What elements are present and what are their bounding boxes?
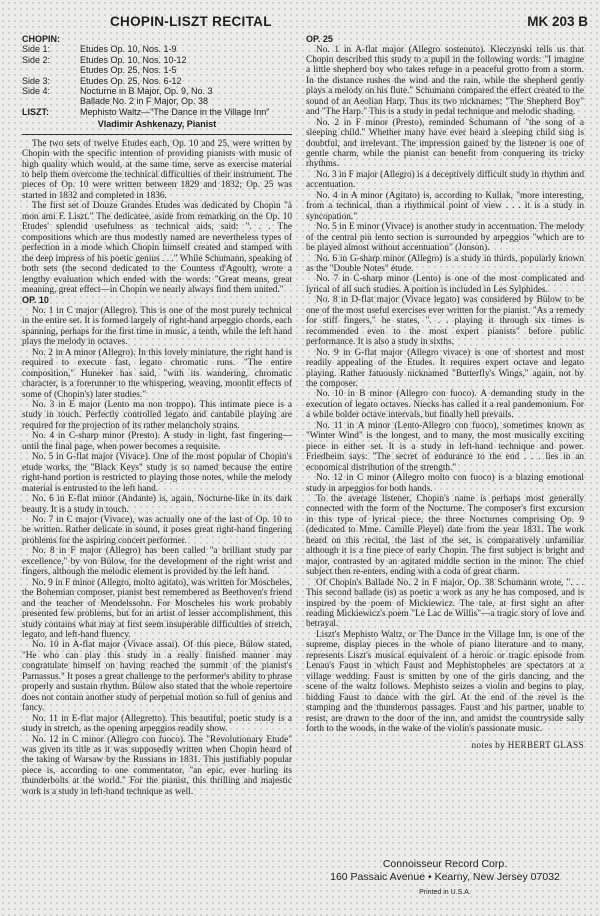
program-listing	[22, 34, 292, 130]
paragraph: To the average listener, Chopin's name is perhaps most generally connected with the form of the Nocturne. The composer's first excursion in this type of lyrical piece, the three Nocturnes comprising Op. 9 (dedicated to Mme. Camille Pleyel) date from the year 1831. The work heard on this recital, the last of the set, is comparatively unfamiliar although it is a fine piece of early Chopin. The first subject is bright and major, contrasted by an agitated middle section in the minor. The chief subject then re-enters, ending with a coda of great charm.	[306, 493, 584, 578]
program-row: Side 4: Nocturne in B Major, Op. 9, No. 3	[22, 86, 213, 97]
paragraph: No. 6 in E-flat minor (Andante) is, again, Nocturne-like in its dark beauty. It is a study in touch.	[22, 494, 292, 515]
program-row: Side 3: Etudes Op. 25, Nos. 6-12	[22, 75, 182, 86]
chopin-label: CHOPIN:	[22, 34, 60, 44]
left-column	[22, 34, 292, 797]
paragraph: No. 2 in A minor (Allegro). In this lovely miniature, the right hand is required to execute fast, legato chromatic runs. "The entire composition," Huneker has said, "with its wandering, chromatic character, is a forerunner to the whispering, weaving, moonlit effects of some of (Chopin's) later studies."	[22, 347, 292, 400]
paragraph: No. 10 in B minor (Allegro con fuoco). A demanding study in the execution of legato octaves. Niecks has called it a real pandemonium. For a while bolder octave intervals, but finally hell prevails.	[306, 389, 584, 421]
publisher-footer	[306, 858, 584, 899]
paragraph: No. 3 in E major (Lento ma non troppo). This intimate piece is a study in touch. Perfectly controlled legato and cantabile playing are required for the projection of its rather melancholy strains.	[22, 400, 292, 431]
paragraph: The first set of Douze Grandes Etudes was dedicated by Chopin "à mon ami F. Liszt." The dedicatee, aside from remarking on the Op. 10 Etudes' splendid usefulness as technical aids, said: ". . . The compositions which are thus modestly named are nevertheless types of perfection in a mode which Chopin himself created and stamped with the deep impress of his poetic genius . . ." While Schumann, speaking of both sets (the second dedicated to the Countess d'Agoult), wrote a lengthy evaluation which ended with the words: "Great means, great meaning, great effect—in Chopin we nearly always find them united."	[22, 201, 292, 295]
paragraph: No. 12 in C minor (Allegro con fuoco). The "Revolutionary Etude" was given its title as it was supposedly written when Chopin heard of the taking of Warsaw by the Russians in 1831. This justifiably popular piece is, according to one commentator, "an epic, ever hurling its thunderbolts at the world." For the pianist, this thrilling and majestic work is a study in left-hand technique as well.	[22, 734, 292, 797]
right-column	[306, 34, 584, 750]
catalog-number: MK 203 B	[527, 14, 588, 29]
paragraph: No. 2 in F minor (Presto), reminded Schumann of "the song of a sleeping child." Whether many have ever heard a sleeping child sing is doubtful, and irrelevant. The impression gained by the listener is one of gentle charm, while the pianist can benefit from conquering its tricky rhythms.	[306, 117, 584, 170]
section-heading-op10: OP. 10	[22, 295, 49, 306]
paragraph: No. 8 in F major (Allegro) has been called "a brilliant study par excellence," by von Bülow, for the development of the right wrist and fingers, although the melodic element is provided by the left hand.	[22, 546, 292, 578]
paragraph: No. 1 in C major (Allegro). This is one of the most purely technical in the entire set. It is formed largely of right-hand arpeggio chords, each spanning, perhaps for the first time in music, a tenth, while the left hand plays the melody in octaves.	[22, 305, 292, 348]
paragraph: No. 5 in G-flat major (Vivace). One of the most popular of Chopin's etude works, the "Black Keys" study is so named because the entire right-hand portion is restricted to playing those notes, while the melody material is entrusted to the left hand.	[22, 452, 292, 494]
company-address: 160 Passaic Avenue • Kearny, New Jersey 07032	[330, 871, 560, 883]
paragraph: No. 7 in C-sharp minor (Lento) is one of the most complicated and lyrical of all such studies. A portion is included in Les Sylphides.	[306, 274, 584, 295]
printed-in: Printed in U.S.A.	[419, 889, 471, 896]
paragraph: No. 9 in F minor (Allegro, molto agitato), was written for Moscheles, the Bohemian composer, pianist best remembered as Beethoven's friend and the teacher of Mendelssohn. For Moscheles his work probably presented few problems, but for an artist of lesser accomplishment, this study contains what may at first seem insuperable difficulties of stretch, legato, and left-hand fluency.	[22, 577, 292, 640]
section-heading-op25: OP. 25	[306, 34, 333, 44]
notes-author: notes by HERBERT GLASS	[471, 740, 584, 751]
divider	[22, 134, 292, 135]
paragraph: No. 3 in F major (Allegro) is a deceptively difficult study in rhythm and accentuation.	[306, 169, 584, 191]
paragraph: No. 9 in G-flat major (Allegro vivace) is one of shortest and most readily appealing of the Etudes. It requires expert octave and legato playing. Rather fatuously nicknamed "Butterfly's Wings," again, not by the composer.	[306, 347, 584, 389]
paragraph: Liszt's Mephisto Waltz, or The Dance in the Village Inn, is one of the supreme, display pieces in the whole of piano literature and to many, represents Liszt's musical equivalent of a heroic or tragic episode from Lenau's Faust in which Faust and Mephistopheles are spectators at a village wedding. Faust is smitten by one of the girls dancing, and the scene of the waltz follows. Mephisto seizes a violin and begins to play, bidding Faust to dance with the girl. At the end of the revel is the stamping and the thunderous passages. Faust and his partner, unable to resist, are drawn to the door of the inn, and amidst the countryside sally forth to the woods, in the wake of the violin's passionate music.	[306, 629, 584, 734]
program-row: Side 1: Etudes Op. 10, Nos. 1-9	[22, 44, 177, 55]
program-row-liszt: LISZT: Mephisto Waltz—"The Dance in the Village Inn"	[22, 106, 270, 117]
program-row: Etudes Op. 25, Nos. 1-5	[80, 65, 177, 76]
paragraph: No. 10 in A-flat major (Vivace assai). Of this piece, Bülow stated, "He who can play this study in a really finished manner may congratulate himself on having reached the summit of the pianist's Parnassus." It poses a great challenge to the performer's ability to phrase properly and sustain rhythm. Bülow also stated that the whole repertoire does not contain another study of perpetual motion so full of genius and fancy.	[22, 640, 292, 714]
paragraph: No. 12 in C minor (Allegro molto con fuoco) is a blazing emotional study in arpeggios for both hands.	[306, 473, 584, 494]
paragraph: No. 6 in G-sharp minor (Allegro) is a study in thirds, popularly known as the "Double Notes" étude.	[306, 253, 584, 275]
paragraph: No. 4 in A minor (Agitato) is, according to Kullak, "more interesting, from a technical, than a rhythmical point of view . . . it is a study in syncopation."	[306, 190, 584, 222]
paragraph: No. 11 in E-flat major (Allegretto). This beautiful, poetic study is a study in stretch, as the opening arpeggios readily show.	[22, 713, 292, 735]
page-title: CHOPIN-LISZT RECITAL	[110, 14, 272, 29]
paragraph: Of Chopin's Ballade No. 2 in F major, Op. 38 Schumann wrote, ". . . This second ballade (is) as poetic a work as any he has composed, and is inspired by the poem of Mickiewicz. The tale, at first sight an after reading Mickiewicz's poem "Le Lac de Willis"—a tragic story of love and betrayal.	[306, 577, 584, 630]
paragraph: No. 7 in C major (Vivace), was actually one of the last of Op. 10 to be written. Rather delicate in sound, it poses great right-hand fingering problems for the aspiring concert performer.	[22, 515, 292, 546]
paragraph: The two sets of twelve Etudes each, Op. 10 and 25, were written by Chopin with the specific intention of providing pianists with music of high quality which would, at the same time, serve as exercise material to help them overcome the technical difficulties of their instrument. The pieces of Op. 10 were written between 1829 and 1832; Op. 25 was started in 1832 and completed in 1836.	[22, 138, 292, 201]
pianist-credit: Vladimir Ashkenazy, Pianist	[97, 119, 217, 130]
paragraph: No. 5 in E minor (Vivace) is another study in accentuation. The melody of the central più lento section is surrounded by arpeggios "which are to be played almost without accentuation" (Jonson).	[306, 222, 584, 254]
company-name: Connoisseur Record Corp.	[382, 858, 508, 870]
paragraph: No. 1 in A-flat major (Allegro sostenuto). Kleczynski tells us that Chopin described this study to a pupil in the following words: "I imagine a little shepherd boy who takes refuge in a peaceful grotto from a storm. In the distance rushes the wind and the rain, while the shepherd gently plays a melody on his flute." Schumann compared the effect created to the sound of an Aeolian Harp. Thus its two nicknames: "The Shepherd Boy" and "The Harp." This is a study in pedal technique and melodic shading.	[306, 44, 584, 118]
paragraph: No. 4 in C-sharp minor (Presto). A study in light, fast fingering—until the final page, when power becomes a requisite.	[22, 431, 292, 452]
program-row: Side 2: Etudes Op. 10, Nos. 10-12	[22, 54, 187, 65]
paragraph: No. 11 in A minor (Lento-Allegro con fuoco), sometimes known as "Winter Wind" is the longest, and to many, the most musically exciting piece in either set. It is a study in left-hand technique and power. Friedheim says: "The secret of endurance to the end . . . lies in an economical distribution of the strength."	[306, 420, 584, 473]
program-row: Ballade No. 2 in F Major, Op. 38	[80, 96, 209, 107]
paragraph: No. 8 in D-flat major (Vivace legato) was considered by Bülow to be one of the most useful exercises ever written for the pianist. "As a remedy for stiff fingers," he states, ". . . playing it through six times is recommended even to the most expert pianists" before public performance. It is also a study in sixths.	[306, 295, 584, 348]
